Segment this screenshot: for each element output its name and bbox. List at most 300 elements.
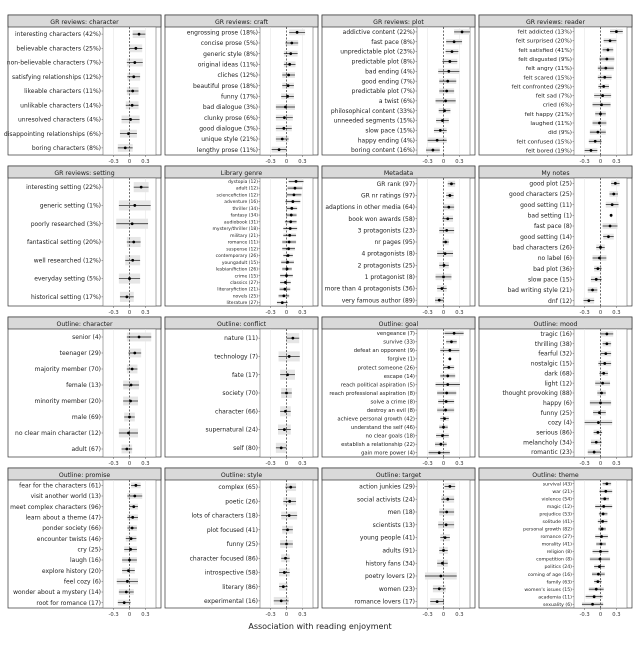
tick-label: bad dialogue (3%) (202, 104, 258, 112)
tick-label: feel cozy (6) (63, 578, 101, 586)
point (284, 410, 287, 413)
point (451, 50, 454, 53)
panel-title: Outline: target (375, 472, 422, 479)
tick-label: history fans (34) (365, 560, 415, 568)
point (442, 276, 445, 279)
point (601, 520, 604, 523)
tick-label: interesting setting (22%) (26, 184, 101, 192)
tick-label: adult (67) (71, 446, 101, 454)
tick-label: no label (6) (537, 255, 572, 263)
tick-label: adaptions in other media (64) (325, 204, 415, 212)
tick-label: well researched (12%) (33, 257, 101, 265)
tick-label: happy (6) (542, 399, 572, 407)
tick-label: male (69) (71, 414, 101, 422)
point (609, 225, 612, 228)
point (281, 301, 284, 304)
point (130, 384, 133, 387)
x-tick-label: 0.3 (455, 612, 464, 618)
tick-label: defeat an opponent (9) (353, 348, 415, 355)
point (131, 516, 134, 519)
tick-label: unpredictable plot (23%) (340, 48, 415, 56)
point (599, 246, 602, 249)
point (446, 375, 449, 378)
tick-label: morality (41) (541, 542, 572, 548)
point (605, 342, 608, 345)
x-tick-label: 0.3 (298, 310, 307, 316)
point (591, 603, 594, 606)
point (287, 254, 290, 257)
point (609, 39, 612, 42)
tick-label: visit another world (13) (30, 493, 101, 501)
point (450, 340, 453, 343)
panel (4, 15, 161, 165)
point (133, 61, 136, 64)
tick-label: fantastical setting (20%) (26, 239, 101, 247)
x-tick-label: 0.3 (455, 310, 464, 316)
point (596, 131, 599, 134)
tick-label: poetic (26) (225, 498, 258, 506)
point (448, 349, 451, 352)
point (594, 140, 597, 143)
tick-label: felt scared (15%) (523, 75, 572, 82)
point (595, 441, 598, 444)
point (448, 194, 451, 197)
tick-label: plot focused (41) (206, 526, 258, 534)
tick-label: original ideas (11%) (197, 61, 258, 69)
point (295, 180, 298, 183)
x-tick-label: -0.3 (422, 159, 433, 165)
point (288, 234, 291, 237)
point (603, 497, 606, 500)
tick-label: lots of characters (18) (191, 512, 258, 520)
x-tick-label: -0.3 (108, 310, 119, 316)
tick-label: gain more power (4) (361, 450, 415, 457)
tick-label: protect someone (26) (357, 365, 415, 372)
point (138, 336, 141, 339)
tick-label: cozy (4) (547, 419, 572, 427)
point (439, 575, 442, 578)
point (446, 217, 449, 220)
x-tick-label: 0.3 (612, 310, 621, 316)
x-tick-label: 0.3 (455, 461, 464, 467)
tick-label: boring characters (8%) (31, 144, 101, 152)
x-tick-label: 0 (441, 612, 446, 618)
x-tick-label: -0.3 (579, 159, 590, 165)
point (288, 355, 291, 358)
tick-label: funny (17%) (221, 93, 258, 101)
tick-label: good setting (14) (520, 233, 572, 241)
point (280, 446, 283, 449)
tick-label: experimental (16) (203, 597, 258, 605)
tick-label: contemporary (26) (215, 254, 258, 260)
tick-label: technology (7) (214, 353, 258, 361)
point (601, 382, 604, 385)
tick-label: felt angry (11%) (525, 66, 572, 73)
point (439, 443, 442, 446)
tick-label: fate (17) (231, 371, 258, 379)
point (600, 535, 603, 538)
point (444, 241, 447, 244)
tick-label: fear for the characters (61) (19, 482, 101, 490)
tick-label: cry (25) (77, 546, 101, 554)
point (602, 512, 605, 515)
panel (165, 166, 318, 316)
tick-label: dystopia (12) (228, 179, 258, 185)
panel (479, 317, 632, 467)
x-tick-label: 0 (127, 461, 132, 467)
point (134, 47, 137, 50)
point (605, 482, 608, 485)
point (284, 557, 287, 560)
point (127, 132, 130, 135)
x-tick-label: 0.3 (298, 612, 307, 618)
x-tick-label: 0 (284, 310, 289, 316)
tick-label: dnf (12) (548, 297, 572, 305)
point (597, 421, 600, 424)
tick-label: women's issues (15) (524, 587, 572, 593)
x-tick-label: -0.3 (579, 461, 590, 467)
point (448, 485, 451, 488)
tick-label: explore history (20) (41, 567, 101, 575)
tick-label: did (9%) (548, 130, 572, 137)
tick-label: teenager (29) (59, 350, 101, 358)
tick-label: boring content (16%) (350, 147, 415, 155)
point (602, 505, 605, 508)
panel (8, 166, 161, 316)
point (593, 451, 596, 454)
x-tick-label: -0.3 (422, 310, 433, 316)
tick-label: 2 protagonists (25) (357, 262, 415, 270)
point (284, 281, 287, 284)
tick-label: predictable plot (8%) (351, 58, 415, 66)
tick-label: meet complex characters (96) (10, 503, 101, 511)
tick-label: clunky prose (6%) (203, 114, 258, 122)
point (446, 498, 449, 501)
tick-label: 4 protagonists (8) (361, 250, 415, 258)
point (290, 214, 293, 217)
point (604, 490, 607, 493)
tick-label: slow pace (15) (528, 276, 572, 284)
point (283, 428, 286, 431)
point (441, 434, 444, 437)
point (284, 288, 287, 291)
point (288, 63, 291, 66)
tick-label: audiobook (31) (223, 220, 258, 226)
tick-label: character (66) (215, 408, 258, 416)
point (129, 118, 132, 121)
point (296, 31, 299, 34)
point (598, 122, 601, 125)
panel-title: Outline: character (56, 321, 113, 328)
point (125, 448, 128, 451)
point (602, 85, 605, 88)
tick-label: character focused (86) (189, 555, 258, 563)
point (132, 75, 135, 78)
tick-label: solitude (41) (542, 520, 572, 526)
tick-label: thrilling (38) (534, 340, 572, 348)
tick-label: prejudice (53) (539, 512, 572, 518)
tick-label: philosophical content (33%) (330, 107, 415, 115)
tick-label: bad plot (36) (533, 265, 572, 273)
point (124, 146, 127, 149)
panel (479, 15, 632, 165)
x-tick-label: -0.3 (265, 159, 276, 165)
tick-label: reach professional aspiration (8) (329, 390, 415, 397)
point (445, 229, 448, 232)
point (293, 193, 296, 196)
tick-label: disappointing relationships (6%) (3, 130, 101, 138)
point (610, 214, 613, 217)
tick-label: youngadult (15) (221, 260, 258, 266)
point (280, 599, 283, 602)
tick-label: personal growth (82) (523, 527, 572, 533)
point (132, 505, 135, 508)
tick-label: crime (15) (234, 274, 258, 280)
tick-label: bad ending (4%) (365, 68, 415, 76)
panel-title: GR reviews: craft (214, 19, 269, 26)
point (282, 294, 285, 297)
panel-title: GR reviews: reader (525, 19, 586, 26)
point (446, 80, 449, 83)
tick-label: encounter twists (46) (36, 535, 101, 543)
x-tick-label: -0.3 (108, 461, 119, 467)
tick-label: felt sad (7%) (535, 93, 572, 100)
panel-title: GR reviews: plot (373, 19, 424, 26)
tick-label: fantasy (34) (230, 213, 258, 219)
tick-label: magic (12) (546, 504, 572, 510)
point (131, 222, 134, 225)
tick-label: survive (33) (383, 339, 415, 346)
point (289, 227, 292, 230)
point (447, 206, 450, 209)
point (294, 187, 297, 190)
x-tick-label: 0 (598, 612, 603, 618)
tick-label: poorly researched (3%) (30, 220, 101, 228)
point (461, 31, 464, 34)
point (286, 373, 289, 376)
point (133, 495, 136, 498)
point (289, 52, 292, 55)
tick-label: no clear goals (18) (365, 433, 415, 440)
point (439, 129, 442, 132)
tick-label: supernatural (24) (205, 426, 258, 434)
point (445, 400, 448, 403)
tick-label: light (12) (544, 380, 572, 388)
tick-label: good characters (25) (509, 191, 572, 199)
point (604, 352, 607, 355)
tick-label: bad writing style (21) (507, 287, 572, 295)
tick-label: literaryfiction (21) (217, 287, 258, 293)
point (590, 149, 593, 152)
point (288, 500, 291, 503)
tick-label: unneeded segments (15%) (333, 117, 415, 125)
point (283, 116, 286, 119)
point (591, 289, 594, 292)
point (444, 536, 447, 539)
tick-label: concise prose (5%) (200, 40, 258, 48)
point (287, 247, 290, 250)
point (445, 90, 448, 93)
tick-label: beautiful prose (18%) (192, 82, 258, 90)
point (593, 595, 596, 598)
point (127, 569, 130, 572)
point (441, 119, 444, 122)
tick-label: melancholy (34) (523, 439, 572, 447)
point (597, 573, 600, 576)
panel-title: Outline: theme (532, 472, 579, 479)
tick-label: predictable plot (7%) (351, 88, 415, 96)
panel (165, 15, 318, 165)
tick-label: wonder about a mystery (14) (13, 589, 101, 597)
x-tick-label: 0.3 (141, 461, 150, 467)
panel-title: Outline: promise (58, 472, 111, 479)
tick-label: lengthy prose (11%) (196, 146, 258, 154)
point (445, 511, 448, 514)
point (445, 392, 448, 395)
tick-label: establish a relationship (22) (341, 442, 415, 449)
point (605, 58, 608, 61)
point (278, 148, 281, 151)
point (612, 193, 615, 196)
tick-label: sexuality (6) (542, 602, 572, 608)
tick-label: generic style (8%) (203, 50, 258, 58)
point (447, 70, 450, 73)
tick-label: escape (14) (383, 373, 415, 380)
panel (479, 166, 632, 316)
point (282, 127, 285, 130)
point (441, 287, 444, 290)
tick-label: survival (43) (542, 482, 572, 488)
point (596, 267, 599, 270)
tick-label: achieve personal growth (42) (337, 416, 415, 423)
panel (479, 468, 632, 618)
point (447, 366, 450, 369)
point (444, 99, 447, 102)
point (605, 333, 608, 336)
tick-label: funny (25) (540, 409, 572, 417)
x-tick-label: -0.3 (579, 612, 590, 618)
point (131, 104, 134, 107)
tick-label: poetry lovers (2) (364, 573, 415, 581)
tick-label: reach political aspiration (5) (340, 382, 415, 389)
tick-label: laughed (11%) (530, 120, 572, 127)
point (596, 431, 599, 434)
tick-label: war (21) (552, 489, 572, 495)
point (284, 106, 287, 109)
point (287, 84, 290, 87)
point (442, 426, 445, 429)
tick-label: tragic (16) (540, 331, 572, 339)
point (604, 67, 607, 70)
x-tick-label: 0.3 (612, 159, 621, 165)
tick-label: men (18) (387, 509, 415, 517)
x-tick-label: 0 (598, 461, 603, 467)
point (436, 600, 439, 603)
tick-label: good dialogue (3%) (199, 125, 258, 133)
tick-label: addictive content (22%) (342, 29, 415, 37)
tick-label: cliches (12%) (217, 72, 258, 80)
tick-label: classics (27) (230, 280, 258, 286)
x-tick-label: 0 (127, 612, 132, 618)
point (603, 362, 606, 365)
point (138, 33, 141, 36)
tick-label: cried (6%) (542, 102, 572, 109)
tick-label: engrossing prose (18%) (186, 29, 258, 37)
x-tick-label: -0.3 (579, 310, 590, 316)
tick-label: introspective (58) (204, 569, 258, 577)
point (126, 580, 129, 583)
panel-title: Outline: goal (378, 321, 419, 328)
x-tick-label: 0.3 (612, 612, 621, 618)
point (128, 559, 131, 562)
point (614, 182, 617, 185)
tick-label: adventure (16) (224, 200, 258, 206)
tick-label: felt addicted (13%) (517, 29, 572, 36)
point (285, 392, 288, 395)
tick-label: non-believable characters (7%) (6, 59, 101, 67)
x-tick-label: 0.3 (141, 310, 150, 316)
x-tick-label: -0.3 (422, 612, 433, 618)
x-tick-label: -0.3 (265, 461, 276, 467)
tick-label: nostalgic (15) (530, 360, 572, 368)
x-tick-label: 0 (598, 310, 603, 316)
point (453, 332, 456, 335)
x-axis-label: Association with reading enjoyment (248, 622, 392, 631)
tick-label: satisfying relationships (12%) (11, 73, 101, 81)
tick-label: suspense (12) (226, 247, 258, 253)
point (599, 558, 602, 561)
point (287, 74, 290, 77)
tick-label: society (70) (222, 390, 258, 398)
point (444, 409, 447, 412)
point (286, 261, 289, 264)
point (600, 103, 603, 106)
point (131, 259, 134, 262)
tick-label: adults (91) (382, 547, 415, 555)
point (599, 112, 602, 115)
point (129, 548, 132, 551)
tick-label: social activists (24) (356, 496, 415, 504)
x-tick-label: -0.3 (108, 612, 119, 618)
x-tick-label: 0.3 (612, 461, 621, 467)
tick-label: sciencefiction (12) (216, 193, 258, 199)
point (601, 528, 604, 531)
point (445, 523, 448, 526)
panel-title: GR reviews: character (50, 19, 119, 26)
tick-label: majority member (70) (34, 366, 101, 374)
point (281, 138, 284, 141)
point (131, 527, 134, 530)
point (289, 220, 292, 223)
point (290, 42, 293, 45)
tick-label: solve a crime (8) (370, 399, 415, 406)
point (607, 235, 610, 238)
point (601, 94, 604, 97)
x-tick-label: 0 (598, 159, 603, 165)
x-tick-label: -0.3 (108, 159, 119, 165)
point (587, 299, 590, 302)
x-tick-label: 0 (127, 159, 132, 165)
point (602, 372, 605, 375)
tick-label: ponder society (66) (42, 525, 101, 533)
x-tick-label: 0.3 (141, 612, 150, 618)
tick-label: violence (54) (541, 497, 572, 503)
tick-label: serious (86) (536, 429, 572, 437)
tick-label: bad setting (1) (527, 212, 572, 220)
tick-label: felt satisfied (41%) (518, 47, 572, 54)
point (285, 543, 288, 546)
tick-label: dark (68) (544, 370, 572, 378)
